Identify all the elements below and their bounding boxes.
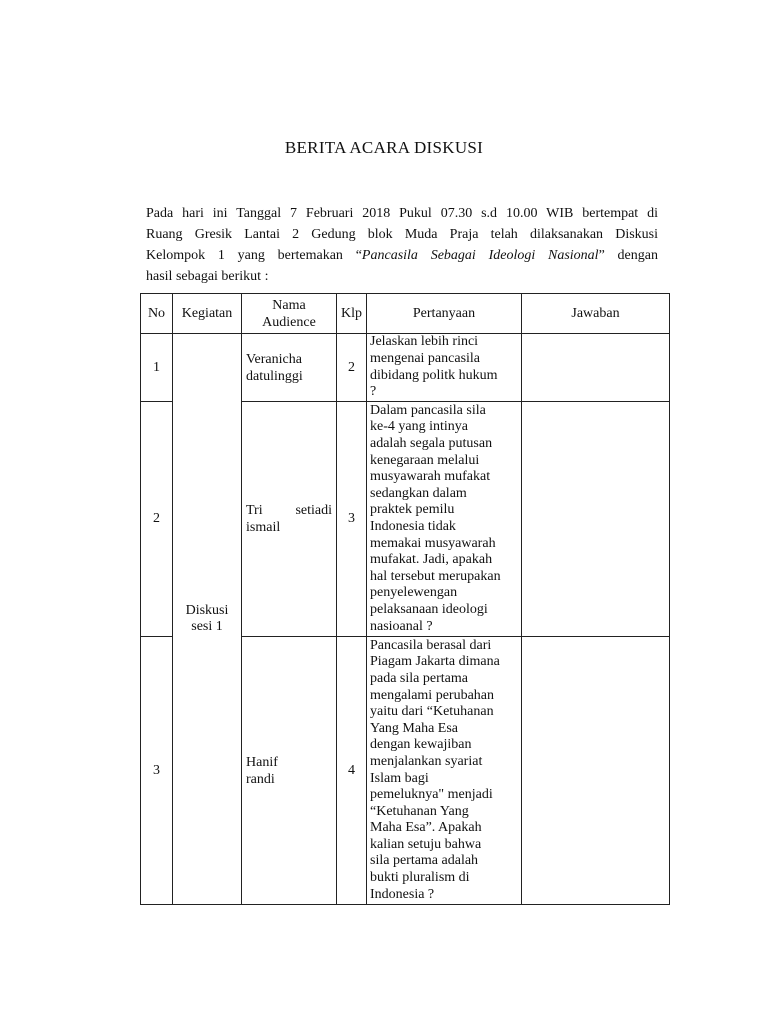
intro-paragraph [146, 203, 658, 287]
question-line: pelaksanaan ideologi [370, 601, 488, 617]
question-line: mufakat. Jadi, apakah [370, 552, 493, 568]
answer-cell [522, 334, 670, 402]
question-line: Maha Esa”. Apakah [370, 820, 482, 836]
intro-line-4: hasil sebagai berikut : [146, 269, 269, 284]
header-pertanyaan: Pertanyaan [367, 294, 522, 334]
audience-name [242, 334, 337, 402]
question-cell [367, 637, 522, 905]
question-cell [367, 334, 522, 402]
table-header-row [141, 294, 670, 334]
kegiatan-cell [173, 334, 242, 905]
document-title: BERITA ACARA DISKUSI [284, 138, 484, 157]
question-line: nasioanal ? [370, 618, 433, 634]
header-jawaban: Jawaban [522, 294, 670, 334]
header-kegiatan: Kegiatan [173, 294, 242, 334]
question-cell [367, 402, 522, 637]
question-line: yaitu dari “Ketuhanan [370, 704, 494, 720]
discussion-theme: Pancasila Sebagai Ideologi Nasional [361, 248, 599, 263]
header-audience-line-1: Nama [272, 297, 306, 313]
question-line: dibidang politk hukum [370, 367, 498, 383]
question-line: Islam bagi [370, 770, 429, 786]
audience-name-line-2: randi [246, 771, 275, 787]
question-line: dengan kewajiban [370, 737, 472, 753]
question-line: mengalami perubahan [370, 687, 495, 703]
question-line: Piagam Jakarta dimana [370, 654, 500, 670]
question-line: mengenai pancasila [370, 350, 481, 366]
question-line: sedangkan dalam [370, 485, 467, 501]
question-line: pada sila pertama [370, 670, 468, 686]
question-line: kenegaraan melalui [370, 452, 480, 468]
klp-number: 2 [337, 334, 367, 402]
audience-name-line-2: ismail [246, 520, 281, 535]
kegiatan-line-1: Diskusi [185, 603, 229, 618]
row-no: 3 [141, 637, 173, 905]
question-line: Yang Maha Esa [370, 720, 459, 736]
answer-cell [522, 637, 670, 905]
question-line: Indonesia ? [370, 886, 435, 902]
question-line: adalah segala putusan [370, 436, 493, 452]
audience-name [242, 402, 337, 637]
intro-line-1: Pada hari ini Tanggal 7 Februari 2018 Pukul 07.30 s.d 10.00 WIB bertempat di [146, 206, 658, 221]
question-line: “Ketuhanan Yang [370, 803, 469, 819]
question-line: Jelaskan lebih rinci [370, 334, 479, 350]
question-line: praktek pemilu [370, 502, 455, 518]
kegiatan-line-2: sesi 1 [191, 619, 223, 634]
question-line: Indonesia tidak [370, 519, 456, 534]
intro-line-3-suffix: ” dengan [598, 248, 658, 263]
question-line: Pancasila berasal dari [370, 637, 492, 653]
row-no: 2 [141, 402, 173, 637]
intro-line-2: Ruang Gresik Lantai 2 Gedung blok Muda Praja telah dilaksanakan Diskusi [146, 227, 658, 242]
audience-name [242, 637, 337, 905]
question-line: kalian setuju bahwa [370, 836, 482, 852]
question-line: sila pertama adalah [370, 853, 479, 869]
question-line: pemeluknya" menjadi [370, 787, 493, 803]
header-nama-audience [242, 294, 337, 334]
row-no: 1 [141, 334, 173, 402]
question-line: memakai musyawarah [370, 535, 496, 551]
question-line: ? [370, 384, 377, 400]
header-klp: Klp [337, 294, 367, 334]
header-no: No [141, 294, 173, 334]
question-line: Dalam pancasila sila [370, 402, 486, 418]
answer-cell [522, 402, 670, 637]
header-audience-line-2: Audience [262, 314, 316, 330]
discussion-table [140, 293, 670, 905]
question-line: musyawarah mufakat [370, 469, 491, 485]
klp-number: 4 [337, 637, 367, 905]
audience-name-line-1: Hanif [246, 754, 278, 770]
question-line: penyelewengan [370, 585, 458, 601]
question-line: hal tersebut merupakan [370, 568, 501, 584]
question-line: ke-4 yang intinya [370, 419, 468, 435]
intro-line-3-prefix: Kelompok 1 yang bertemakan “ [146, 248, 362, 263]
question-line: bukti pluralism di [370, 870, 470, 886]
table-row [141, 334, 670, 402]
audience-name-line-1: Tri setiadi [246, 503, 332, 518]
intro-line-3 [146, 245, 658, 266]
question-line: menjalankan syariat [370, 753, 483, 769]
audience-name-line-1: Veranicha [246, 351, 302, 367]
audience-name-line-2: datulinggi [246, 368, 303, 384]
klp-number: 3 [337, 402, 367, 637]
